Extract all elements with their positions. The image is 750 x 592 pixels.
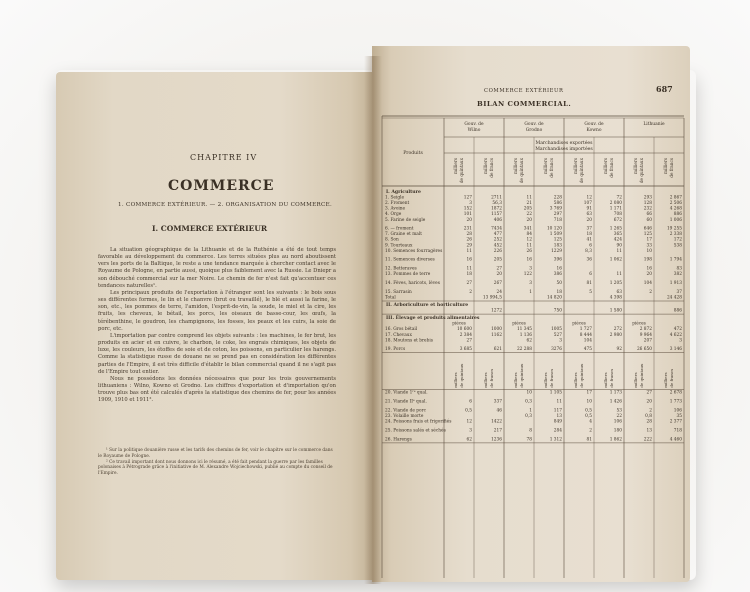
table-cell: 101 (463, 212, 472, 218)
table-cell: 78 (526, 437, 532, 443)
table-cell: 10 120 (546, 226, 562, 232)
table-cell: 13 (556, 414, 562, 420)
table-row-label: Total (385, 295, 396, 301)
units-label: pièces (512, 320, 526, 326)
table-cell: 11 (466, 248, 472, 254)
table-cell: 365 (613, 232, 622, 238)
table-cell: 2 338 (669, 232, 682, 238)
gov-header: Wilno (467, 128, 481, 133)
sub-col-header: de quintaux (579, 363, 584, 388)
sub-col-header: de francs (609, 368, 614, 388)
table-cell: 60 (646, 217, 652, 223)
table-cell: 222 (643, 437, 652, 443)
table-cell: 337 (493, 399, 502, 405)
table-cell: 2 080 (609, 201, 622, 207)
table-cell: 18 (586, 232, 592, 238)
table-cell: 22 288 (516, 347, 532, 353)
table-cell: 267 (493, 281, 502, 287)
table-cell: 226 (493, 248, 502, 254)
table-cell: 198 (643, 257, 652, 263)
sub-col-header: de francs (609, 158, 614, 178)
table-cell: 35 (676, 414, 682, 420)
table-cell: 672 (613, 217, 622, 223)
table-cell: 27 (496, 266, 502, 272)
table-cell: 19 255 (666, 226, 682, 232)
chapter-label: CHAPITRE IV (190, 153, 258, 162)
table-cell: 1 426 (609, 399, 622, 405)
table-cell: 1272 (491, 308, 502, 314)
table-cell: 1 006 (669, 217, 682, 223)
sub-col-header: milliers (633, 372, 638, 388)
table-cell: 180 (613, 428, 622, 434)
sub-col-header: milliers (483, 372, 488, 388)
table-cell: 10 (526, 390, 532, 396)
table-cell: 11 (616, 248, 622, 254)
table-cell: 91 (586, 206, 592, 212)
table-cell: 20 (646, 399, 652, 405)
footnote: ¹ Sur la politique douanière russe et les tarifs des chemins de fer, voir le chapitre sur le commerce dans le Royaume de Pologne. (98, 448, 333, 459)
table-cell: 1162 (491, 332, 502, 338)
table-cell: 1 062 (609, 257, 622, 263)
table-cell: 718 (553, 217, 562, 223)
table-cell: 1 312 (549, 437, 562, 443)
gov-header: Kowno (586, 128, 602, 133)
table-row-label: 1. Seigle (385, 195, 404, 201)
table-cell: 886 (673, 212, 682, 218)
gov-header: Gouv. de (464, 122, 484, 127)
table-row-label: 6. — froment (385, 226, 414, 232)
table-cell: 0,8 (645, 414, 652, 420)
table-cell: 382 (673, 272, 682, 278)
table-cell: 849 (553, 419, 562, 425)
table-cell: 172 (673, 237, 682, 243)
footnote: ² Ce travail important dont nous donnons ici le résumé, a été fait pendant la guerre par les familles polonaises à Pétrograde grâce à l'initiative de M. Alexandre Wojciechowski, publié au compte du conseil de l'Empire. (98, 459, 333, 477)
table-cell: 477 (493, 232, 502, 238)
table-cell: 37 (676, 289, 682, 295)
table-cell: 17 (586, 390, 592, 396)
table-cell: 128 (643, 201, 652, 207)
table-cell: 1 105 (549, 390, 562, 396)
table-row-label: 16. Gros bétail (385, 327, 418, 333)
units-label: pièces (572, 320, 586, 326)
table-cell: 2 377 (669, 419, 682, 425)
table-cell: 293 (643, 195, 652, 201)
table-cell: 538 (673, 243, 682, 249)
table-cell: 1 727 (579, 327, 592, 333)
table-cell: 0,5 (465, 408, 472, 414)
table-cell: 104 (643, 281, 652, 287)
table-cell: 13 (646, 428, 652, 434)
table-cell: 20 (646, 272, 652, 278)
table-cell: 22 (616, 414, 622, 420)
table-row-label: 5. Farine de seigle (385, 217, 426, 223)
table-cell: 205 (523, 206, 532, 212)
produits-label: Produits (403, 151, 423, 156)
table-cell: 27 (466, 338, 472, 344)
table-cell: 152 (463, 206, 472, 212)
table-row-label: 11. Semences diverses (385, 257, 435, 263)
table-row-label: 22. Viande de porc (385, 408, 427, 414)
table-cell: 62 (526, 338, 532, 344)
table-cell: 750 (553, 308, 562, 314)
table-row-label: 20. Viande 1ʳᵉ qual. (385, 390, 428, 396)
table-cell: 1 509 (549, 232, 562, 238)
sub-col-header: milliers (483, 158, 488, 174)
table-cell: 2711 (491, 195, 502, 201)
table-row-label: 4. Orge (385, 212, 402, 218)
table-cell: 207 (643, 338, 652, 344)
table-cell: 183 (553, 243, 562, 249)
table-cell: 127 (463, 195, 472, 201)
table-cell: 3 (529, 266, 532, 272)
table-cell: 3 (559, 338, 562, 344)
table-cell: 8 (529, 428, 532, 434)
table-cell: 10 (586, 399, 592, 405)
table-cell: 0,3 (525, 399, 532, 405)
table-cell: 18 (556, 289, 562, 295)
table-cell: 406 (493, 217, 502, 223)
table-cell: 4 268 (669, 206, 682, 212)
table-row-label: 13. Pommes de terre (385, 272, 431, 278)
table-cell: 16 (646, 266, 652, 272)
table-cell: 11 (466, 266, 472, 272)
table-cell: 1 205 (609, 281, 622, 287)
table-cell: 2 (589, 428, 592, 434)
table-cell: 3 685 (459, 347, 472, 353)
sub-col-header: de francs (489, 158, 494, 178)
chapter-subtitle: 1. COMMERCE EXTÉRIEUR. — 2. ORGANISATION DU COMMERCE. (118, 202, 333, 208)
sub-col-header: de quintaux (459, 158, 464, 184)
table-cell: 228 (553, 195, 562, 201)
table-row-label: 17. Chevaux (385, 332, 412, 338)
units-label: pièces (452, 320, 466, 326)
gov-header: Gouv. de (584, 122, 604, 127)
table-cell: 1 913 (669, 281, 682, 287)
table-cell: 2 506 (669, 201, 682, 207)
table-cell: 1 173 (609, 390, 622, 396)
table-row-label: 26. Harengs (385, 437, 412, 443)
table-cell: 1 862 (609, 437, 622, 443)
gov-header: Grodno (525, 128, 543, 133)
table-cell: 46 (496, 408, 502, 414)
table-cell: 29 (466, 243, 472, 249)
table-row-label: 7. Graine et malt (385, 232, 422, 238)
table-cell: 63 (586, 212, 592, 218)
table-cell: 1005 (551, 327, 562, 333)
table-cell: 33 (646, 243, 652, 249)
table-cell: 1157 (491, 212, 502, 218)
table-cell: 10 (646, 248, 652, 254)
table-cell: 1422 (491, 419, 502, 425)
table-row-label: 24. Poissons frais et frigorifiés (385, 419, 452, 425)
table-cell: 1 136 (519, 332, 532, 338)
table-cell: 56,3 (492, 201, 502, 207)
table-cell: 16 (526, 257, 532, 263)
table-cell: 205 (493, 257, 502, 263)
sub-col-header: de francs (669, 158, 674, 178)
table-cell: 7434 (491, 226, 502, 232)
table-cell: 1 (529, 408, 532, 414)
table-cell: 84 (526, 232, 532, 238)
table-cell: 22 (526, 212, 532, 218)
table-cell: 26 650 (636, 347, 652, 353)
table-cell: 17 (646, 237, 652, 243)
sub-col-header: milliers (513, 372, 518, 388)
table-cell: 586 (553, 201, 562, 207)
table-cell: 297 (553, 212, 562, 218)
table-cell: 1229 (551, 248, 562, 254)
table-cell: 16 (556, 266, 562, 272)
table-cell: 11 (526, 243, 532, 249)
table-cell: 125 (553, 237, 562, 243)
chapter-title: COMMERCE (168, 178, 275, 194)
table-cell: 3 (469, 201, 472, 207)
table-cell: 424 (613, 237, 622, 243)
table-cell: 1236 (491, 437, 502, 443)
table-cell: 20 (466, 217, 472, 223)
table-cell: 122 (523, 272, 532, 278)
table-cell: 0,5 (585, 414, 592, 420)
paragraph: Les principaux produits de l'exportation à l'étranger sont les suivants : le bois sous ses différentes formes, le lin et le chanvre (brut ou travaillé), le blé et aussi la farine, le son, etc., les pommes de terre, l'amidon, l'esprit-de-vin, la soude, le miel et la cire, les fruits, les cheveux, le bétail, les porcs, les oiseaux de basse-cour, les œufs, la térébenthine, le goudron, les champignons, les fosses, les peaux et les cuirs, la soie de porc, etc. (98, 289, 336, 332)
table-cell: 2 (649, 289, 652, 295)
sub-col-header: de francs (549, 368, 554, 388)
sub-col-header: de quintaux (519, 363, 524, 388)
table-cell: 26 (466, 237, 472, 243)
table-cell: 452 (493, 243, 502, 249)
table-cell: 72 (616, 195, 622, 201)
table-row-label: 10. Semences fourragères (385, 248, 443, 254)
table-cell: 217 (493, 428, 502, 434)
table-cell: 11 (616, 272, 622, 278)
table-cell: 10 600 (456, 327, 472, 333)
table-cell: 0,3 (525, 414, 532, 420)
table-cell: 1872 (491, 206, 502, 212)
table-cell: 8,3 (585, 248, 592, 254)
table-cell: 12 (586, 195, 592, 201)
gov-header: Gouv. de (524, 122, 544, 127)
table-cell: 708 (613, 212, 622, 218)
table-cell: 53 (616, 408, 622, 414)
table-cell: 66 (646, 212, 652, 218)
table-cell: 125 (643, 232, 652, 238)
table-cell: 718 (673, 428, 682, 434)
sub-col-header: milliers (603, 372, 608, 388)
gov-header: Lithuanie (643, 122, 665, 127)
sub-col-header: de quintaux (519, 158, 524, 184)
table-cell: 3 146 (669, 347, 682, 353)
imports-label: Marchandises importées (535, 147, 593, 152)
table-cell: 21 (526, 201, 532, 207)
section-label: III. Élevage et produits alimentaires (386, 316, 480, 322)
sub-col-header: milliers (573, 372, 578, 388)
sub-col-header: de francs (669, 368, 674, 388)
sub-col-header: de quintaux (579, 158, 584, 184)
sub-col-header: de quintaux (459, 363, 464, 388)
table-cell: 14 820 (546, 295, 562, 301)
table-cell: 231 (463, 226, 472, 232)
table-cell: 11 345 (516, 327, 532, 333)
table-cell: 28 (466, 232, 472, 238)
table-row-label: 19. Porcs (385, 347, 406, 353)
table-cell: 621 (493, 347, 502, 353)
section-label: II. Arboriculture et horticulture (386, 303, 469, 308)
table-cell: 475 (583, 347, 592, 353)
table-cell: 2 (649, 408, 652, 414)
sub-col-header: de quintaux (639, 363, 644, 388)
table-cell: 2 678 (669, 390, 682, 396)
table-row-label: 25. Poissons salés et séchés (385, 428, 446, 434)
table-cell: 18 (466, 272, 472, 278)
table-cell: 3 (529, 281, 532, 287)
table-cell: 396 (553, 257, 562, 263)
sub-col-header: milliers (453, 372, 458, 388)
table-cell: 27 (646, 390, 652, 396)
sub-col-header: de francs (549, 158, 554, 178)
sub-col-header: de francs (489, 368, 494, 388)
table-cell: 50 (556, 281, 562, 287)
table-title: BILAN COMMERCIAL. (477, 100, 572, 108)
table-cell: 2 384 (459, 332, 472, 338)
table-row-label: 21. Viande IIᵉ qual. (385, 399, 427, 405)
table-cell: 1 580 (609, 308, 622, 314)
table-cell: 341 (523, 226, 532, 232)
table-cell: 24 428 (666, 295, 682, 301)
table-cell: 26 (526, 248, 532, 254)
table-cell: 11 (526, 195, 532, 201)
table-cell: 20 (526, 217, 532, 223)
table-cell: 8 444 (579, 332, 592, 338)
table-cell: 37 (586, 226, 592, 232)
table-cell: 11 (556, 399, 562, 405)
table-cell: 3 (679, 338, 682, 344)
table-cell: 117 (553, 408, 562, 414)
table-row-label: 23. Volaille morte (385, 414, 424, 420)
table-cell: 1 773 (669, 399, 682, 405)
table-cell: 20 (496, 272, 502, 278)
table-cell: 252 (493, 237, 502, 243)
table-row-label: 9. Tourteaux (385, 243, 413, 249)
table-cell: 12 (526, 237, 532, 243)
table-cell: 3276 (551, 347, 562, 353)
table-row-label: 15. Sarrasin (385, 289, 412, 295)
sub-col-header: milliers (513, 158, 518, 174)
sub-col-header: milliers (543, 158, 548, 174)
sub-col-header: milliers (573, 158, 578, 174)
table-cell: 2 872 (639, 327, 652, 333)
sub-col-header: milliers (603, 158, 608, 174)
table-cell: 0,5 (585, 408, 592, 414)
table-cell: 92 (616, 347, 622, 353)
table-cell: 6 (589, 243, 592, 249)
table-cell: 83 (676, 266, 682, 272)
table-cell: 4 622 (669, 332, 682, 338)
section-title: I. COMMERCE EXTÉRIEUR (152, 224, 268, 233)
table-cell: 4 (589, 419, 592, 425)
table-cell: 81 (586, 437, 592, 443)
table-cell: 232 (643, 206, 652, 212)
table-cell: 4 398 (609, 295, 622, 301)
table-cell: 1000 (491, 327, 502, 333)
sub-col-header: milliers (633, 158, 638, 174)
table-cell: 27 (466, 281, 472, 287)
table-cell: 1 171 (609, 206, 622, 212)
table-cell: 1 794 (669, 257, 682, 263)
table-cell: 2 (469, 289, 472, 295)
paragraph: L'importation par contre comprend les objets suivants : les machines, le fer brut, les produits en acier et en cuivre, le charbon, le coke, les engrais chimiques, les objets de luxe, les couleurs, les étoffes de soie et de coton, les poissons, en particulier les harengs. Comme la statistique russe de douane ne se prend pas en considération les différentes parties de l'Empire, il est très difficile d'établir le bilan commercial quand il ne s'agit pas de l'Empire tout entier. (98, 332, 336, 375)
section-label: I. Agriculture (386, 190, 421, 195)
table-row-label: 12. Betteraves (385, 266, 417, 272)
sub-col-header: milliers (663, 372, 668, 388)
table-cell: 2 980 (609, 332, 622, 338)
table-cell: 106 (613, 419, 622, 425)
running-head: COMMERCE EXTÉRIEUR (484, 88, 564, 94)
table-cell: 6 (589, 272, 592, 278)
table-cell: 41 (586, 237, 592, 243)
page-number: 687 (656, 84, 673, 94)
table-row-label: 18. Moutons et brebis (385, 338, 433, 344)
table-cell: 886 (673, 308, 682, 314)
table-cell: 81 (586, 281, 592, 287)
table-row-label: 3. Avoine (385, 206, 406, 212)
table-cell: 9 964 (639, 332, 652, 338)
table-cell: 472 (673, 327, 682, 333)
table-cell: 1 (529, 289, 532, 295)
table-cell: 4 460 (669, 437, 682, 443)
table-cell: 62 (466, 437, 472, 443)
table-cell: 646 (643, 226, 652, 232)
table-cell: 24 (496, 289, 502, 295)
table-cell: 106 (673, 408, 682, 414)
table-cell: 5 (589, 289, 592, 295)
sub-col-header: milliers (663, 158, 668, 174)
table-row-label: 2. Froment (385, 201, 410, 207)
table-cell: 272 (613, 327, 622, 333)
table-cell: 20 (586, 217, 592, 223)
paragraph: La situation géographique de la Lithuanie et de la Ruthénie a été de tout temps favorable au développement du commerce. Les terres situées plus au nord aboutissent vers les ports de la Baltique, le reste a une tendance marquée à chercher contact avec le Royaume de Pologne, en partie aussi, quoique plus faiblement avec la Russie. Le Dniepr a son débouché commercial sur la mer Noire. Le chemin de fer n'est fait qu'accentuer ces tendances naturelles¹. (98, 247, 336, 289)
table-cell: 16 (466, 257, 472, 263)
table-cell: 386 (553, 272, 562, 278)
table-cell: 12 (466, 419, 472, 425)
exports-label: Marchandises exportées (535, 141, 593, 146)
table-cell: 28 (646, 419, 652, 425)
table-cell: 3 (469, 428, 472, 434)
table-cell: 284 (553, 428, 562, 434)
table-cell: 90 (616, 243, 622, 249)
table-cell: 104 (583, 338, 592, 344)
table-cell: 527 (553, 332, 562, 338)
table-cell: 13 994,5 (482, 295, 502, 301)
table-cell: 2 867 (669, 195, 682, 201)
sub-col-header: milliers (453, 158, 458, 174)
paragraph: Nous ne possédons les données nécessaires que pour les trois gouvernements lithuaniens : Wilno, Kowno et Grodno. Les chiffres d'exportation et d'importation qu'on trouve plus bas ont été calculés d'après la statistique des chemins de fer, pour les années 1909, 1910 et 1911². (98, 375, 336, 404)
sub-col-header: milliers (543, 372, 548, 388)
table-cell: 3 769 (549, 206, 562, 212)
table-cell: 1 265 (609, 226, 622, 232)
table-cell: 63 (616, 289, 622, 295)
table-row-label: 14. Fèves, haricots, lèves (385, 281, 440, 287)
sub-col-header: de quintaux (639, 158, 644, 184)
table-cell: 6 (469, 399, 472, 405)
units-label: pièces (632, 320, 646, 326)
table-cell: 107 (583, 201, 592, 207)
table-row-label: 8. Son (385, 237, 399, 243)
table-cell: 36 (586, 257, 592, 263)
